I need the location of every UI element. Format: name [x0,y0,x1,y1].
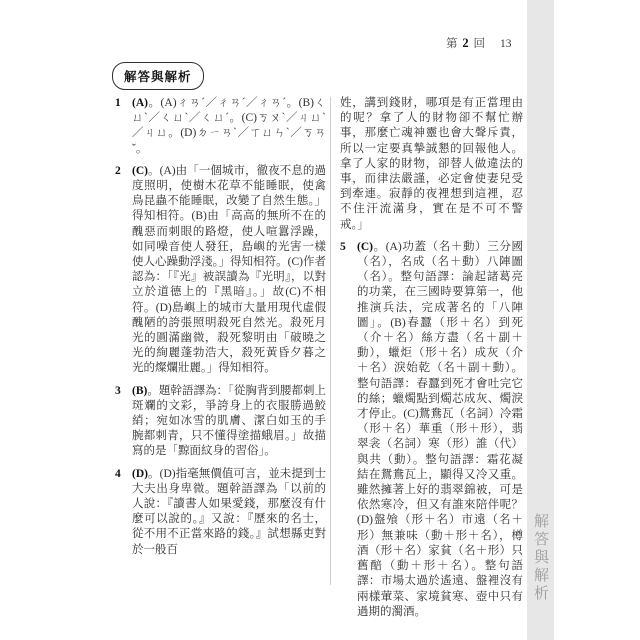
chapter-number: 2 [462,36,470,50]
answer-item-5 [340,240,523,620]
item-answer-letter: (C) [357,240,373,253]
item-number: 2 [115,164,121,177]
item-answer-letter: (B) [132,384,148,397]
item-answer-letter: (A) [132,97,148,109]
answer-item-1 [115,96,326,157]
chapter-suffix: 回 [473,38,486,50]
answer-item-2 [115,164,326,377]
item-answer-letter: (D) [132,467,148,480]
item-number: 5 [340,240,346,253]
side-tab-strip [527,0,554,640]
item-4-continuation-paragraph: 姓，講到錢財，哪項是有正當理由的呢？拿了人的財物卻不幫忙辦事，那麼亡魂神靈也會大聲斥責，所以一定要真摯誠懇的回報他人。拿了人家的財物，卻替人做違法的事，而律法嚴謹，必定會使妻兒受到牽連。寂靜的夜裡想到這裡，忍不住汗流滿身，實在是不可不警戒。」 [340,97,523,231]
page-number: 13 [500,38,512,50]
answer-item-4 [115,467,326,558]
running-header [446,35,512,51]
item-number: 3 [115,384,121,397]
item-explanation: 。題幹語譯為：「從胸背到腰都刺上斑斕的文彩，爭誇身上的衣服勝過鮫綃；宛如冰雪的肌膚、潔白如玉的手腕都刺青，只不懂得塗描蛾眉。」故描寫的是「黥面紋身的習俗」。 [132,384,326,458]
right-column [340,96,523,627]
chapter-prefix: 第 [446,38,459,50]
item-number: 4 [115,467,121,480]
item-explanation: 。(A)由「一個城市，徹夜不息的過度照明，使樹木花草不能睡眠，使禽鳥昆蟲不能睡眠，改變了自然生態。」得知相符。(B)由「高高的無所不在的醜惡而刺眼的路燈，使人喧囂浮躁，如同噪音使人發狂，島嶼的光害一樣使人心躁動浮淺。」得知相符。(C)作者認為：「『光』被誤讀為『光明』，以對立於道德上的『黑暗』。」故(C)不相符。(D)島嶼上的城市大量用現代虛假醜陋的誇張照明殺死自然光。殺死月光的圓滿幽微，殺死黎明由「破曉之光的絢麗蓬勃浩大，殺死黃昏夕暮之光的燦爛壯麗。」得知相符。 [132,164,326,375]
item-explanation: 。(A)ㄔㄢˊ／ㄔㄢˊ／ㄔㄢˊ。(B)ㄑㄩˋ／ㄑㄩˋ／ㄑㄩˊ。(C)ㄎㄡˋ／ㄐㄩˋ／ㄐㄩ。(D)ㄉㄧㄢˋ／ㄒㄩㄣˋ／ㄎㄢˇ。 [132,97,326,155]
left-column [115,96,326,565]
section-badge: 解答與解析 [112,62,204,90]
side-tab-label: 解答與解析 [532,513,549,603]
item-explanation: 。(D)指毫無價值可言，並未提到士大夫出身卑微。題幹語譯為「以前的人說：『讀書人如果愛錢，那麼沒有什麼可以說的。』又說：『歷來的名士，從不用不正當來路的錢。』試想縣吏對於一般百 [132,467,326,556]
column-divider [330,97,331,585]
answer-item-3 [115,384,326,460]
item-number: 1 [115,97,121,109]
item-answer-letter: (C) [132,164,148,177]
chapter-label [446,38,486,50]
item-explanation: 。(A)功蓋（名＋動）三分國（名），名成（名＋動）八陣圖（名）。整句語譯：論起諸葛亮的功業，在三國時要算第一，他推演兵法，完成著名的「八陣圖」。(B)春蠶（形＋名）到死（介＋名）絲方盡（名＋副＋動），蠟炬（形＋名）成灰（介＋名）淚始乾（名＋副＋動）。整句語譯：春蠶到死才會吐完它的絲；蠟燭點到燭芯成灰、燭淚才停止。(C)鴛鴦瓦（名詞）冷霜（形＋名）華重（形＋形），翡翠衾（名詞）寒（形）誰（代）與共（動）。整句語譯：霜花凝結在鴛鴦瓦上，顯得又冷又重。雖然擁著上好的翡翠錦被，可是依然寒冷，但又有誰來陪伴呢？(D)盤飧（形＋名）市遠（名＋形）無兼味（動＋形＋名），樽酒（形＋名）家貧（名＋形）只舊醅（動＋形＋名）。整句語譯：市場太過於遙遠、盤裡沒有兩樣葷菜、家境貧寒、壺中只有過期的濁酒。 [357,240,523,618]
